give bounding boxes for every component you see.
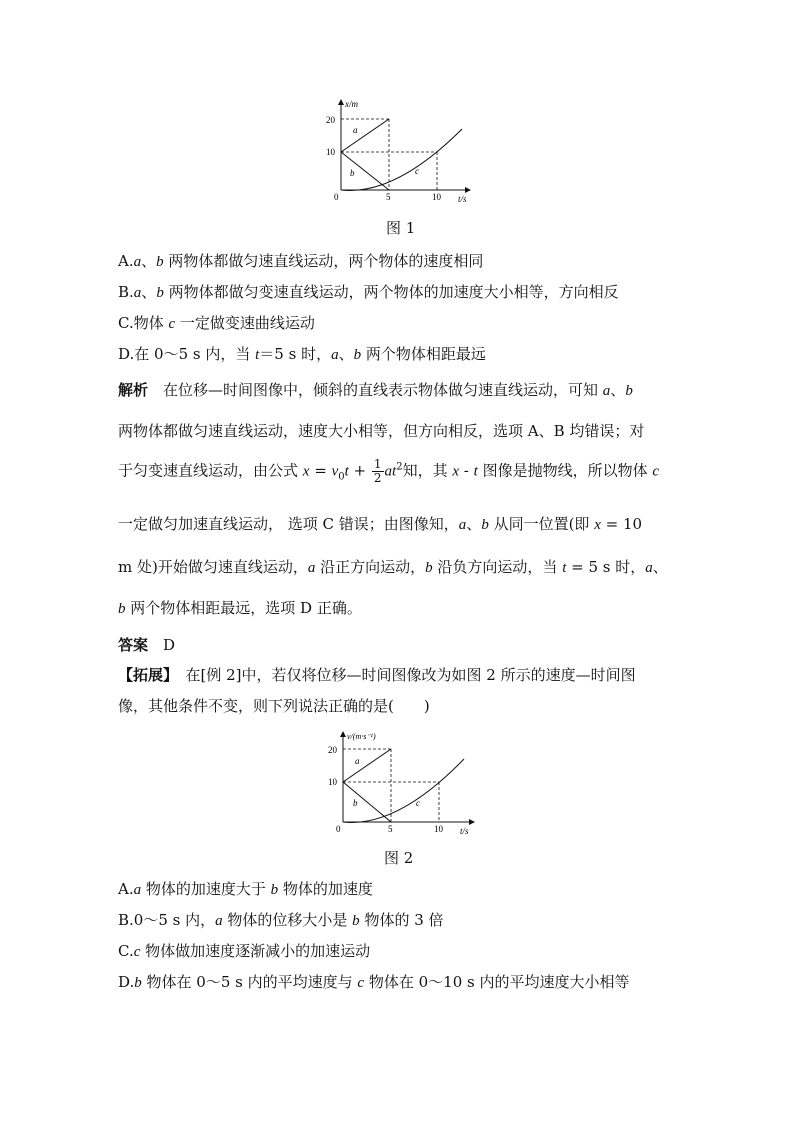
curve-c <box>341 129 462 190</box>
y-tick-10: 10 <box>326 147 335 157</box>
var: a <box>133 285 142 301</box>
var: a <box>331 347 339 363</box>
option-mid: 物体的加速度大于 <box>141 880 271 898</box>
curve-c <box>343 759 464 822</box>
option-prefix: B.0～5 s 内， <box>118 911 216 929</box>
analysis-line-5 <box>118 556 668 577</box>
text: = 5 s 时， <box>566 558 646 576</box>
var: a <box>458 517 467 533</box>
text: 在[例 2]中，若仅将位移—时间图像改为如图 2 所示的速度—时间图 <box>170 666 636 684</box>
y-tick-10: 10 <box>328 777 337 787</box>
option-mid: ＝5 s 时， <box>259 345 332 363</box>
x-tick-10: 10 <box>432 192 441 202</box>
var: b <box>156 254 164 270</box>
answer-label: 答案 <box>118 636 149 654</box>
sep: 、 <box>141 283 157 301</box>
var: t <box>473 463 478 480</box>
option-1-b <box>118 281 619 302</box>
analysis-label: 解析 <box>118 381 149 399</box>
subscript: 0 <box>338 471 345 483</box>
numerator: 1 <box>373 457 382 471</box>
var: b <box>481 517 489 533</box>
origin-label: 0 <box>334 192 339 202</box>
option-prefix: C. <box>118 942 134 960</box>
option-2-a <box>118 878 373 899</box>
answer-value: D <box>163 636 176 654</box>
text: 于匀变速直线运动，由公式 <box>118 461 303 480</box>
x-tick-5: 5 <box>386 192 391 202</box>
x-axis-label: t/s <box>458 194 467 204</box>
origin-label: 0 <box>336 824 341 834</box>
text: - <box>459 461 474 480</box>
var: a <box>215 913 223 929</box>
sep: 、 <box>610 381 626 399</box>
var: t <box>255 347 260 363</box>
var: at <box>384 463 397 480</box>
analysis-line-1 <box>118 379 633 400</box>
text: 图像是抛物线，所以物体 <box>477 461 653 480</box>
option-prefix: A. <box>118 252 134 270</box>
option-2-d <box>118 971 629 992</box>
y-axis-label: x/m <box>345 99 358 109</box>
y-axis-label: v/(m·s⁻¹) <box>347 732 376 741</box>
x-tick-5: 5 <box>388 824 393 834</box>
extension-line-2: 像，其他条件不变，则下列说法正确的是( ) <box>118 697 430 715</box>
text: 沿正方向运动， <box>315 558 426 576</box>
var: b <box>270 882 279 898</box>
var: b <box>156 285 164 301</box>
option-text: 两个物体相距最远 <box>361 345 486 363</box>
var: b <box>118 601 126 617</box>
superscript: 2 <box>396 461 403 473</box>
analysis-line-6 <box>118 597 362 618</box>
var: t <box>344 463 349 480</box>
x-axis-label: t/s <box>460 826 469 836</box>
var: a <box>133 882 142 898</box>
var: x <box>452 463 460 480</box>
var: c <box>168 316 176 332</box>
text: = <box>309 461 332 480</box>
extension-label: 【拓展】 <box>118 666 171 684</box>
option-text: 物体的 3 倍 <box>359 911 444 929</box>
option-1-d <box>118 343 486 364</box>
sep: 、 <box>652 558 668 576</box>
var: x <box>594 517 601 533</box>
var: x <box>302 463 310 480</box>
option-1-a <box>118 250 483 271</box>
fraction <box>372 458 384 485</box>
label-a: a <box>353 125 358 135</box>
y-tick-20: 20 <box>326 115 335 125</box>
var: b <box>625 383 633 399</box>
var: t <box>562 560 567 576</box>
var: a <box>645 560 653 576</box>
option-text: 一定做变速曲线运动 <box>175 314 315 332</box>
option-text: 物体的加速度 <box>278 880 373 898</box>
option-2-b <box>118 909 444 930</box>
var: a <box>133 254 142 270</box>
var: b <box>353 347 362 363</box>
option-prefix: A. <box>118 880 134 898</box>
text: m 处)开始做匀速直线运动， <box>118 558 308 576</box>
label-c: c <box>415 166 419 176</box>
option-1-c <box>118 312 315 333</box>
option-prefix: C.物体 <box>118 314 169 332</box>
figure-2-graph <box>322 728 482 840</box>
text: 在位移—时间图像中，倾斜的直线表示物体做匀速直线运动，可知 <box>148 381 603 399</box>
option-text: 两物体都做匀速直线运动，两个物体的速度相同 <box>163 252 484 270</box>
text: 沿负方向运动，当 <box>432 558 563 576</box>
label-b: b <box>353 798 358 808</box>
text: = 10 <box>600 515 643 533</box>
figure-1-caption: 图 1 <box>386 219 416 237</box>
sep: 、 <box>338 345 354 363</box>
option-mid: 物体在 0～5 s 内的平均速度与 <box>141 973 358 991</box>
sep: 、 <box>466 515 482 533</box>
figure-2-caption: 图 2 <box>384 849 414 867</box>
text: 两个物体相距最远，选项 D 正确。 <box>125 599 362 617</box>
option-mid: 物体的位移大小是 <box>222 911 353 929</box>
var: c <box>357 975 365 991</box>
figure-1-graph <box>320 96 480 208</box>
option-2-c <box>118 940 370 961</box>
text: 一定做匀加速直线运动， 选项 C 错误；由图像知， <box>118 515 459 533</box>
text: + <box>348 461 371 480</box>
line-a <box>343 749 391 782</box>
var: c <box>652 463 660 480</box>
var: a <box>307 560 316 576</box>
option-text: 物体在 0～10 s 内的平均速度大小相等 <box>364 973 630 991</box>
option-text: 物体做加速度逐渐减小的加速运动 <box>140 942 371 960</box>
label-c: c <box>416 798 420 808</box>
option-text: 两物体都做匀变速直线运动，两个物体的加速度大小相等，方向相反 <box>163 283 619 301</box>
x-tick-10: 10 <box>434 824 443 834</box>
analysis-line-3 <box>118 458 659 485</box>
var: v <box>331 463 339 480</box>
label-a: a <box>355 756 360 766</box>
var: b <box>352 913 360 929</box>
var: b <box>425 560 433 576</box>
text: 知，其 <box>402 461 453 480</box>
var: a <box>602 383 611 399</box>
y-tick-20: 20 <box>328 745 337 755</box>
option-prefix: D.在 0～5 s 内，当 <box>118 345 256 363</box>
answer-line <box>118 634 175 655</box>
line-a <box>341 119 389 152</box>
analysis-line-2: 两物体都做匀速直线运动，速度大小相等，但方向相反，选项 A、B 均错误；对 <box>118 422 645 440</box>
denominator: 2 <box>373 471 382 485</box>
var: b <box>134 975 142 991</box>
option-prefix: B. <box>118 283 134 301</box>
text: 从同一位置(即 <box>488 515 595 533</box>
option-prefix: D. <box>118 973 135 991</box>
analysis-line-4 <box>118 513 642 534</box>
sep: 、 <box>141 252 157 270</box>
var: c <box>133 944 141 960</box>
label-b: b <box>350 168 355 178</box>
extension-line-1 <box>118 664 636 685</box>
